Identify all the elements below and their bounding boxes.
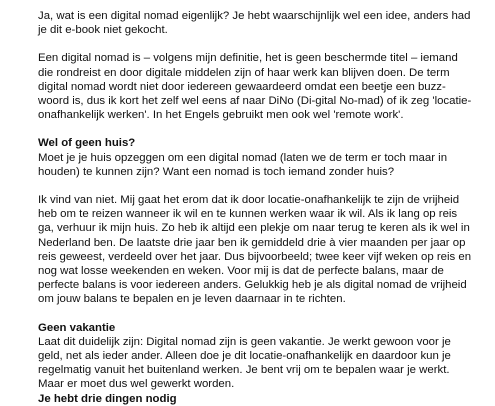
house-answer-paragraph: Ik vind van niet. Mij gaat het erom dat ik door locatie-onafhankelijk te zijn de vrijheid heb om te reizen wanneer ik wil en te kunnen werken waar ik wil. Als ik lang op reis ga, verhuur ik mijn huis. Zo heb ik altijd een plekje om naar terug te keren als ik wel in Nederland ben. De laatste drie jaar ben ik gemiddeld drie à vier maanden per jaar op reis geweest, verdeeld over het jaar. Dus bijvoorbeeld; twee keer vijf weken op reis en nog wat losse weekenden en weken. Voor mij is dat de perfecte balans, maar de perfecte balans is voor iedereen anders. Gelukkig heb je als digital nomad de vrijheid om jouw balans te bepalen en je leven daarnaar in te richten.: [38, 194, 472, 306]
house-question-paragraph: Moet je je huis opzeggen om een digital nomad (laten we de term er toch maar in houden) te kunnen zijn? Want een nomad is toch iemand zonder huis?: [38, 151, 448, 178]
section-heading-house: Wel of geen huis?: [38, 137, 136, 150]
intro-paragraph: Ja, wat is een digital nomad eigenlijk? Je hebt waarschijnlijk wel een idee, anders had je dit e-book niet gekocht.: [38, 10, 471, 37]
vacation-paragraph: Laat dit duidelijk zijn: Digital nomad zijn is geen vakantie. Je werkt gewoon voor je geld, net als ieder ander. Alleen doe je dit locatie-onafhankelijk en daardoor kun je regelmatig vanuit het buitenland werken. Je bent vrij om te bepalen waar je werkt. Maar er moet dus wel gewerkt worden.: [38, 335, 451, 391]
section-heading-vacation: Geen vakantie: [38, 321, 116, 334]
definition-paragraph: Een digital nomad is – volgens mijn definitie, het is geen beschermde titel – iemand die rondreist en door digitale middelen zijn of haar werk kan blijven doen. De term digital nomad wordt niet door iedereen gewaardeerd omdat een beetje een buzz-woord is, dus ik kort het zelf wel eens af naar DiNo (Di-gital No-mad) of ik zeg 'locatie-onafhankelijk werken'. In het Engels gebruikt men ook wel 'remote work'.: [38, 52, 472, 122]
section-heading-three-things: Je hebt drie dingen nodig: [38, 393, 177, 405]
